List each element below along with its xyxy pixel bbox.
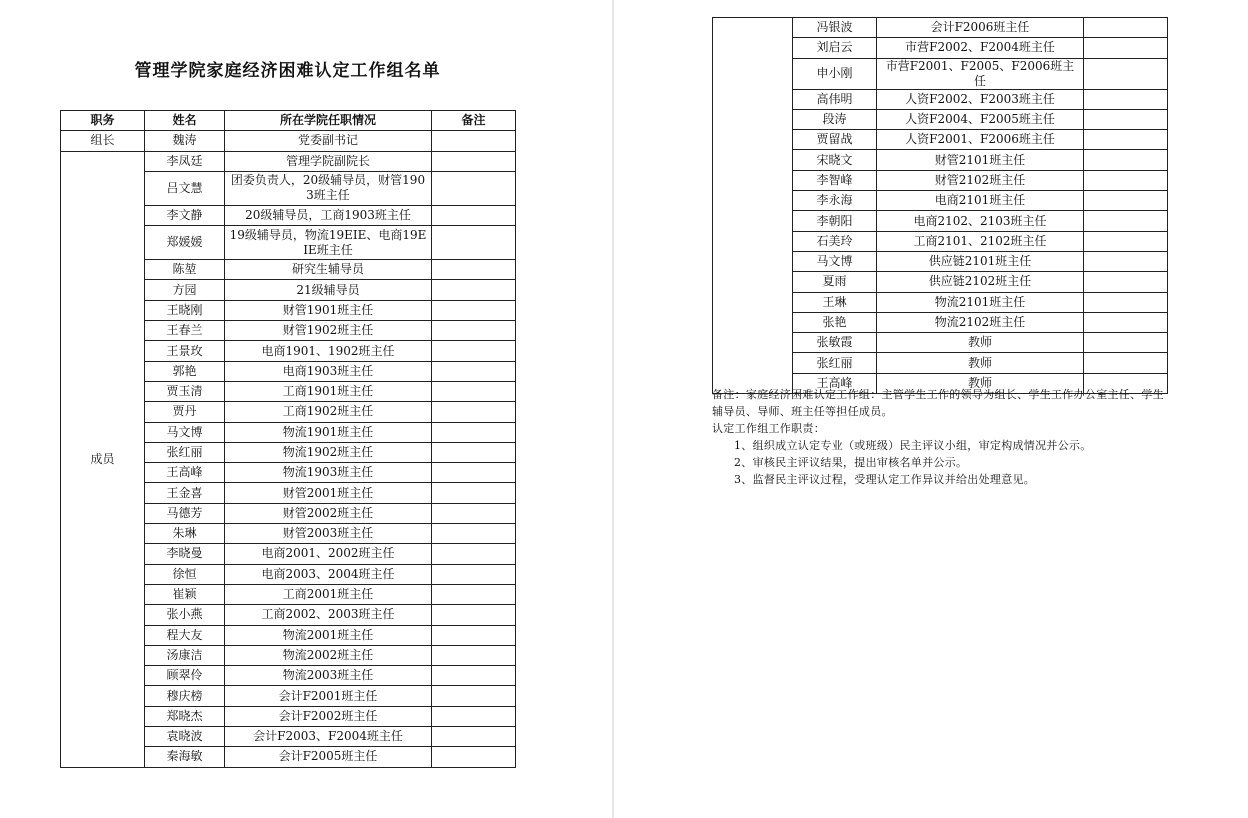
member-position: 供应链2101班主任 <box>877 251 1084 271</box>
member-name: 王高峰 <box>793 373 877 393</box>
member-role-continued <box>713 18 793 394</box>
leader-name: 魏涛 <box>145 131 225 151</box>
member-remark <box>1084 191 1168 211</box>
member-name: 张艳 <box>793 312 877 332</box>
member-name: 程大友 <box>145 625 225 645</box>
member-position: 财管2003班主任 <box>225 524 432 544</box>
member-remark <box>432 151 516 171</box>
member-remark <box>432 503 516 523</box>
member-name: 郑晓杰 <box>145 706 225 726</box>
member-name: 王琳 <box>793 292 877 312</box>
member-name: 马德芳 <box>145 503 225 523</box>
member-name: 李晓曼 <box>145 544 225 564</box>
leader-row <box>61 131 516 151</box>
member-remark <box>1084 18 1168 38</box>
roster-table-page-1 <box>60 110 516 768</box>
member-remark <box>1084 150 1168 170</box>
member-position: 电商1903班主任 <box>225 361 432 381</box>
member-name: 李智峰 <box>793 170 877 190</box>
member-position: 电商2102、2103班主任 <box>877 211 1084 231</box>
member-remark <box>432 524 516 544</box>
member-position: 电商2003、2004班主任 <box>225 564 432 584</box>
member-position: 财管1901班主任 <box>225 300 432 320</box>
member-remark <box>432 625 516 645</box>
member-position: 电商2101班主任 <box>877 191 1084 211</box>
member-position: 19级辅导员，物流19EIE、电商19EIE班主任 <box>225 226 432 260</box>
member-remark <box>1084 211 1168 231</box>
leader-position: 党委副书记 <box>225 131 432 151</box>
member-name: 冯银波 <box>793 18 877 38</box>
member-position: 人资F2004、F2005班主任 <box>877 109 1084 129</box>
member-position: 市营F2001、F2005、F2006班主任 <box>877 58 1084 89</box>
member-position: 管理学院副院长 <box>225 151 432 171</box>
member-remark <box>432 686 516 706</box>
member-position: 物流2101班主任 <box>877 292 1084 312</box>
member-position: 工商2001班主任 <box>225 584 432 604</box>
member-position: 教师 <box>877 373 1084 393</box>
member-remark <box>432 205 516 225</box>
member-name: 夏雨 <box>793 272 877 292</box>
member-remark <box>432 226 516 260</box>
header-position: 所在学院任职情况 <box>225 111 432 131</box>
member-name: 方园 <box>145 280 225 300</box>
member-position: 供应链2102班主任 <box>877 272 1084 292</box>
member-remark <box>1084 353 1168 373</box>
member-position: 会计F2002班主任 <box>225 706 432 726</box>
member-name: 王景玫 <box>145 341 225 361</box>
notes-section <box>712 386 1170 488</box>
member-remark <box>432 727 516 747</box>
member-name: 袁晓波 <box>145 727 225 747</box>
header-role: 职务 <box>61 111 145 131</box>
member-position: 物流2002班主任 <box>225 645 432 665</box>
member-position: 工商1901班主任 <box>225 381 432 401</box>
header-remark: 备注 <box>432 111 516 131</box>
header-name: 姓名 <box>145 111 225 131</box>
member-remark <box>1084 312 1168 332</box>
member-name: 郑媛媛 <box>145 226 225 260</box>
member-remark <box>432 645 516 665</box>
member-position: 财管2002班主任 <box>225 503 432 523</box>
leader-remark <box>432 131 516 151</box>
member-name: 李凤廷 <box>145 151 225 171</box>
member-position: 20级辅导员，工商1903班主任 <box>225 205 432 225</box>
member-name: 李永海 <box>793 191 877 211</box>
member-position: 研究生辅导员 <box>225 260 432 280</box>
member-name: 刘启云 <box>793 38 877 58</box>
member-remark <box>432 605 516 625</box>
roster-table-page-2 <box>712 17 1168 394</box>
member-position: 电商2001、2002班主任 <box>225 544 432 564</box>
member-remark <box>1084 170 1168 190</box>
member-name: 宋晓文 <box>793 150 877 170</box>
member-remark <box>1084 58 1168 89</box>
member-name: 陈堃 <box>145 260 225 280</box>
member-position: 会计F2003、F2004班主任 <box>225 727 432 747</box>
member-name: 汤康洁 <box>145 645 225 665</box>
member-remark <box>1084 130 1168 150</box>
member-name: 王高峰 <box>145 463 225 483</box>
member-role: 成员 <box>61 151 145 767</box>
leader-role: 组长 <box>61 131 145 151</box>
member-remark <box>432 544 516 564</box>
member-position: 物流2001班主任 <box>225 625 432 645</box>
document-page-1 <box>0 0 612 818</box>
member-remark <box>1084 38 1168 58</box>
member-name: 贾留战 <box>793 130 877 150</box>
member-name: 顾翠伶 <box>145 666 225 686</box>
member-position: 财管2101班主任 <box>877 150 1084 170</box>
member-position: 市营F2002、F2004班主任 <box>877 38 1084 58</box>
member-remark <box>432 300 516 320</box>
member-position: 会计F2001班主任 <box>225 686 432 706</box>
member-position: 教师 <box>877 333 1084 353</box>
member-name: 朱琳 <box>145 524 225 544</box>
member-name: 王金喜 <box>145 483 225 503</box>
member-position: 物流1903班主任 <box>225 463 432 483</box>
member-remark <box>432 321 516 341</box>
member-name: 贾丹 <box>145 402 225 422</box>
member-name: 吕文慧 <box>145 171 225 205</box>
member-remark <box>432 584 516 604</box>
member-remark <box>432 402 516 422</box>
member-position: 工商1902班主任 <box>225 402 432 422</box>
table-header-row <box>61 111 516 131</box>
member-name: 马文博 <box>145 422 225 442</box>
member-remark <box>432 463 516 483</box>
member-name: 崔颖 <box>145 584 225 604</box>
member-position: 工商2101、2102班主任 <box>877 231 1084 251</box>
member-name: 徐恒 <box>145 564 225 584</box>
member-remark <box>432 706 516 726</box>
member-name: 马文博 <box>793 251 877 271</box>
member-position: 人资F2002、F2003班主任 <box>877 89 1084 109</box>
member-position: 团委负责人，20级辅导员，财管1903班主任 <box>225 171 432 205</box>
member-remark <box>1084 292 1168 312</box>
member-position: 物流1902班主任 <box>225 442 432 462</box>
member-remark <box>432 171 516 205</box>
member-remark <box>432 361 516 381</box>
member-name: 段涛 <box>793 109 877 129</box>
member-row <box>61 151 516 171</box>
member-position: 教师 <box>877 353 1084 373</box>
member-remark <box>1084 333 1168 353</box>
member-name: 李文静 <box>145 205 225 225</box>
member-name: 申小刚 <box>793 58 877 89</box>
notes-duty-item: 2、审核民主评议结果，提出审核名单并公示。 <box>734 456 968 469</box>
member-remark <box>432 666 516 686</box>
document-page-2 <box>614 0 1248 818</box>
member-position: 物流2003班主任 <box>225 666 432 686</box>
member-remark <box>432 442 516 462</box>
member-remark <box>1084 109 1168 129</box>
member-name: 张红丽 <box>793 353 877 373</box>
member-remark <box>1084 231 1168 251</box>
member-position: 物流2102班主任 <box>877 312 1084 332</box>
member-position: 会计F2005班主任 <box>225 747 432 767</box>
notes-duty-item: 3、监督民主评议过程，受理认定工作异议并给出处理意见。 <box>734 473 1036 486</box>
member-remark <box>1084 251 1168 271</box>
member-position: 财管1902班主任 <box>225 321 432 341</box>
member-name: 穆庆榜 <box>145 686 225 706</box>
document-title: 管理学院家庭经济困难认定工作组名单 <box>134 61 441 81</box>
member-remark <box>432 747 516 767</box>
member-position: 会计F2006班主任 <box>877 18 1084 38</box>
member-position: 电商1901、1902班主任 <box>225 341 432 361</box>
member-name: 王晓刚 <box>145 300 225 320</box>
member-name: 张敏霞 <box>793 333 877 353</box>
member-name: 张红丽 <box>145 442 225 462</box>
member-remark <box>432 341 516 361</box>
member-name: 王春兰 <box>145 321 225 341</box>
member-remark <box>432 381 516 401</box>
member-row <box>713 18 1168 38</box>
member-remark <box>1084 272 1168 292</box>
member-name: 秦海敏 <box>145 747 225 767</box>
member-name: 高伟明 <box>793 89 877 109</box>
member-remark <box>1084 89 1168 109</box>
member-remark <box>432 260 516 280</box>
member-position: 21级辅导员 <box>225 280 432 300</box>
notes-remark: 备注：家庭经济困难认定工作组：主管学生工作的领导为组长、学生工作办公室主任、学生辅导员、导师、班主任等担任成员。 <box>712 388 1164 418</box>
member-name: 贾玉清 <box>145 381 225 401</box>
member-remark <box>432 280 516 300</box>
notes-duties-title: 认定工作组工作职责： <box>712 422 825 435</box>
member-position: 财管2001班主任 <box>225 483 432 503</box>
member-position: 工商2002、2003班主任 <box>225 605 432 625</box>
member-remark <box>432 422 516 442</box>
notes-duty-item: 1、组织成立认定专业（或班级）民主评议小组，审定构成情况并公示。 <box>734 439 1092 452</box>
member-position: 物流1901班主任 <box>225 422 432 442</box>
member-position: 人资F2001、F2006班主任 <box>877 130 1084 150</box>
member-name: 张小燕 <box>145 605 225 625</box>
member-name: 李朝阳 <box>793 211 877 231</box>
member-remark <box>432 564 516 584</box>
member-name: 石美玲 <box>793 231 877 251</box>
member-remark <box>432 483 516 503</box>
member-name: 郭艳 <box>145 361 225 381</box>
member-position: 财管2102班主任 <box>877 170 1084 190</box>
